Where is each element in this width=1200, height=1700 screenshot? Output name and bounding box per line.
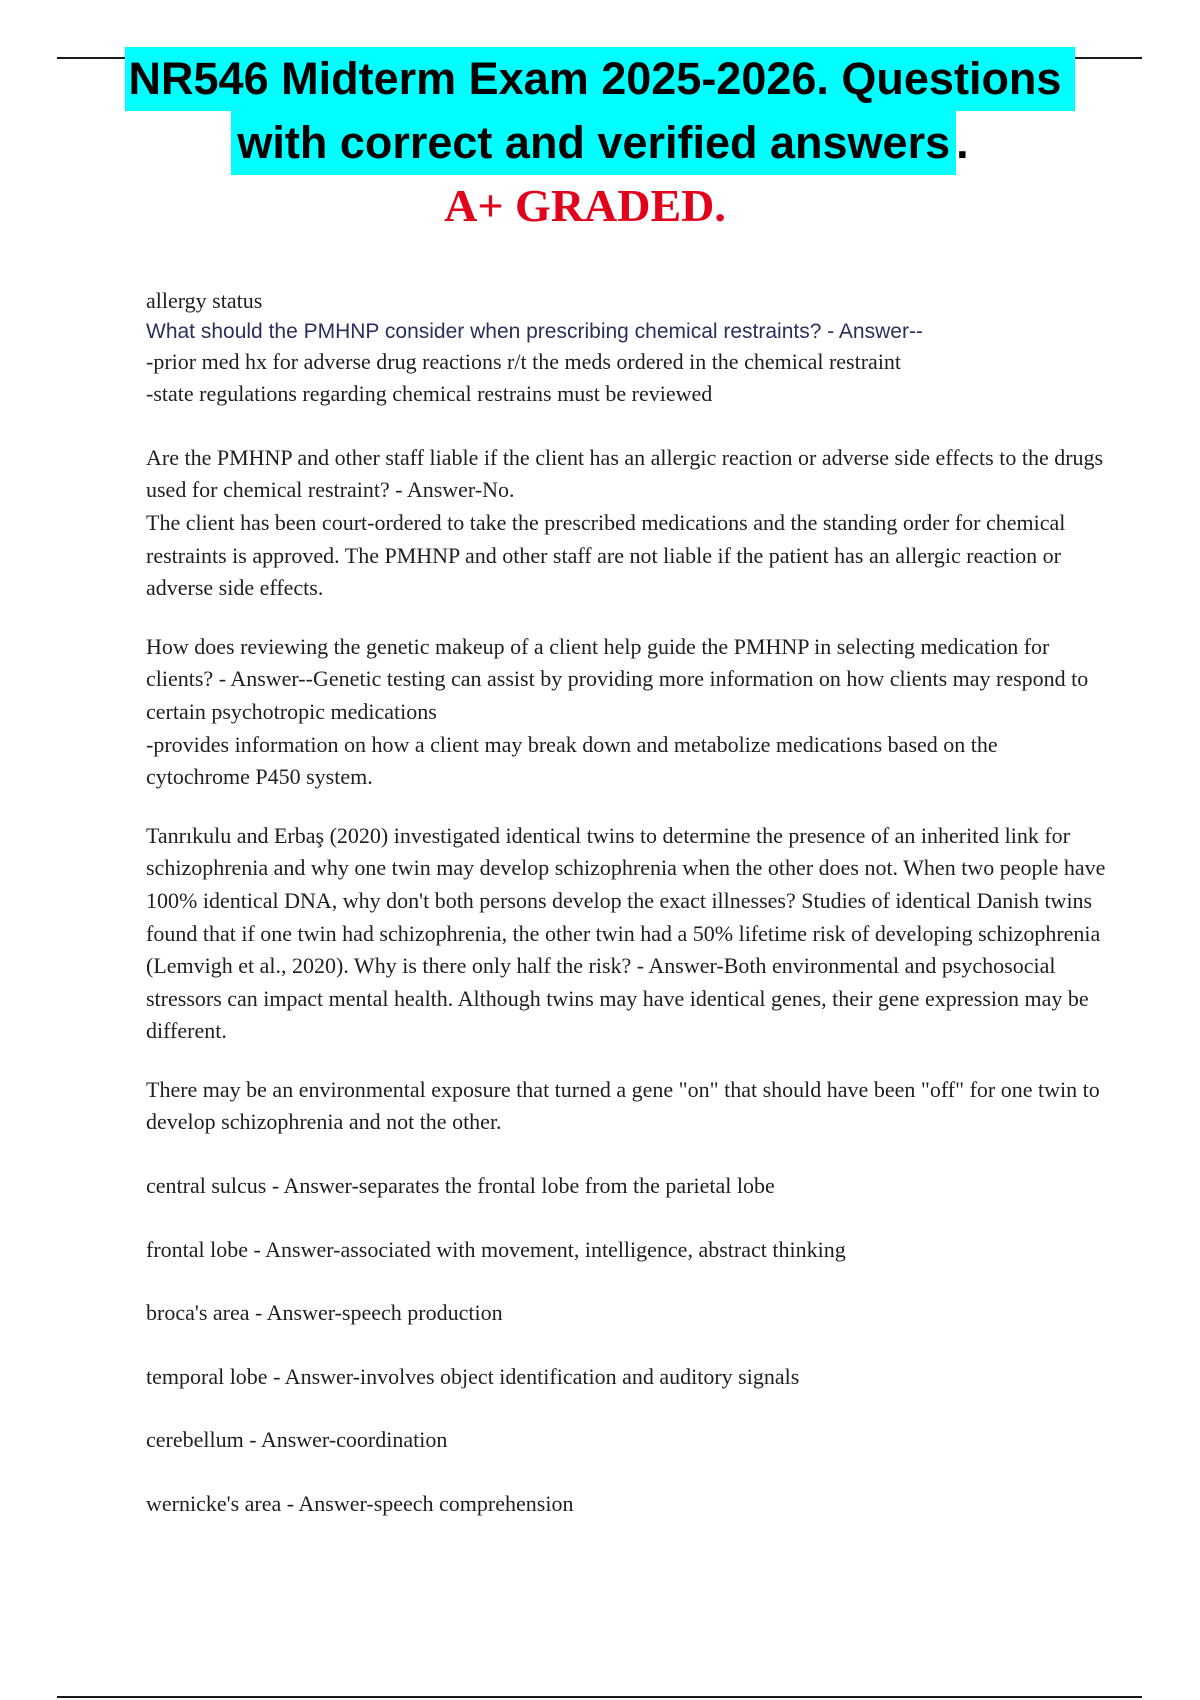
definition-item: cerebellum - Answer-coordination — [146, 1427, 448, 1453]
definition-item: central sulcus - Answer-separates the frontal lobe from the parietal lobe — [146, 1173, 775, 1199]
answer-line: -prior med hx for adverse drug reactions r/t the meds ordered in the chemical restraint — [146, 348, 902, 374]
answer-liability: The client has been court-ordered to take the prescribed medications and the standing order for chemical restraints is approved. The PMHNP and other staff are not liable if the patient has an allergic reaction or adverse side effects. — [146, 509, 1066, 601]
question-identical-twins: Tanrıkulu and Erbaş (2020) investigated identical twins to determine the presence of an inherited link for schizophrenia and why one twin may develop schizophrenia when the other does not. When two people have 100% identical DNA, why don't both persons develop the exact illnesses? Studies of identical Danish twins found that if one twin had schizophrenia, the other twin had a 50% lifetime risk of developing schizophrenia (Lemvigh et al., 2020). Why is there only half the risk? - Answer-Both environmental and psychosocial stressors can impact mental health. Although twins may have identical genes, their gene expression may be different. — [146, 822, 1106, 1044]
definition-item: temporal lobe - Answer-involves object identification and auditory signals — [146, 1363, 800, 1389]
title-line-2: with correct and verified answers — [231, 111, 956, 175]
question-genetic-makeup: How does reviewing the genetic makeup of a client help guide the PMHNP in selecting medication for clients? - Answer--Genetic testing can assist by providing more information on how clients may respond to certain psychotropic medications — [146, 633, 1089, 724]
answer-line: -state regulations regarding chemical restrains must be reviewed — [146, 381, 713, 407]
title-line-1: NR546 Midterm Exam 2025-2026. Questions — [125, 47, 1076, 111]
question-liability: Are the PMHNP and other staff liable if the client has an allergic reaction or adverse side effects to the drugs used for chemical restraint? - Answer-No. — [146, 444, 1104, 503]
bottom-rule — [57, 1696, 1142, 1698]
grade-label: A+ GRADED. — [444, 180, 726, 231]
answer-twins-extra: There may be an environmental exposure that turned a gene "on" that should have been "off" for one twin to develop schizophrenia and not the other. — [146, 1076, 1100, 1135]
allergy-status-text: allergy status — [146, 288, 263, 313]
question-chemical-restraints: What should the PMHNP consider when prescribing chemical restraints? - Answer-- — [146, 319, 923, 343]
definition-item: broca's area - Answer-speech production — [146, 1300, 503, 1326]
document-title — [0, 47, 1200, 175]
title-period: . — [956, 117, 969, 168]
definition-item: wernicke's area - Answer-speech comprehension — [146, 1491, 574, 1517]
document-body — [146, 285, 1106, 1521]
definition-item: frontal lobe - Answer-associated with movement, intelligence, abstract thinking — [146, 1236, 846, 1262]
answer-genetic-makeup: -provides information on how a client may break down and metabolize medications based on the cytochrome P450 system. — [146, 731, 998, 790]
